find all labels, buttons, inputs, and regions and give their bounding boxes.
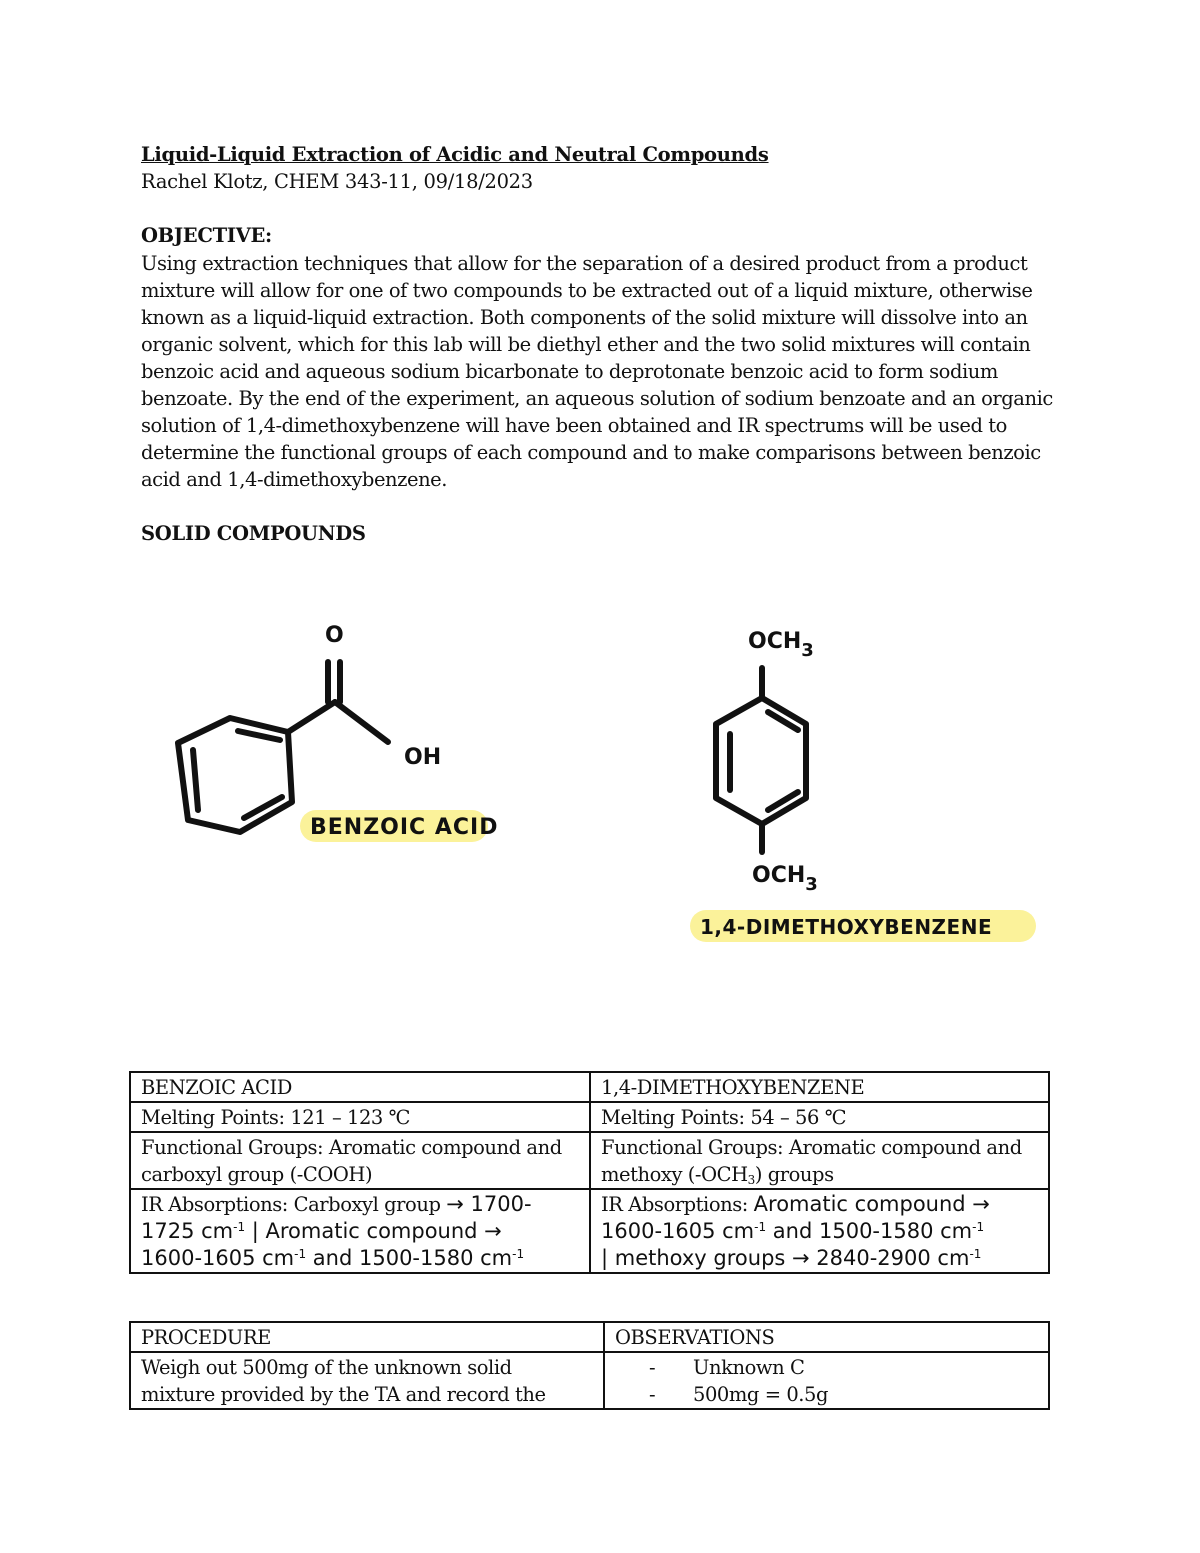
benzoic-melting-point: Melting Points: 121 – 123 ℃ [141,1106,410,1129]
objective-line: determine the functional groups of each compound and to make comparisons between benzoic [141,441,1041,464]
dimethoxy-melting-cell [590,1102,1049,1132]
ir-value: | Aromatic compound → [245,1219,502,1243]
subscript-3: 3 [805,874,818,895]
observation-item [615,1381,1038,1408]
ir-value: and 1500-1580 cm [766,1219,973,1243]
carbonyl-oxygen-label: O [325,623,344,648]
objective-heading: OBJECTIVE: [141,224,272,247]
functional-groups-text: Functional Groups: Aromatic compound and [141,1136,562,1159]
och-text: OCH [752,863,806,888]
top-methoxy-label [748,629,814,661]
benzoic-acid-structure [160,610,500,850]
aromatic-ring [716,668,806,852]
ir-line [141,1245,579,1272]
observations-header-cell [604,1322,1049,1352]
ir-line [601,1191,1038,1218]
functional-groups-text [601,1161,1038,1188]
compound-table [129,1071,1050,1274]
subscript-3: 3 [801,640,814,661]
carboxyl-bonds [288,662,388,742]
ir-line [601,1218,1038,1245]
dimethoxybenzene-caption: 1,4-DIMETHOXYBENZENE [700,915,993,939]
methoxy-text: methoxy (-OCH [601,1163,748,1186]
author-byline: Rachel Klotz, CHEM 343-11, 09/18/2023 [141,170,533,193]
groups-text: ) groups [754,1163,834,1186]
benzoic-acid-caption: BENZOIC ACID [310,815,499,840]
bullet-dash: - [649,1383,656,1406]
benzoic-melting-cell [130,1102,590,1132]
dimethoxy-header-cell [590,1072,1049,1102]
superscript: -1 [233,1220,246,1234]
ir-value: 1600-1605 cm [141,1246,295,1270]
benzene-ring [178,718,292,832]
objective-line: benzoic acid and aqueous sodium bicarbonate to deprotonate benzoic acid to form sodium [141,360,998,383]
ir-label: IR Absorptions: [601,1193,754,1216]
och-text: OCH [748,629,802,654]
ir-value: and 1500-1580 cm [306,1246,513,1270]
functional-groups-text: Functional Groups: Aromatic compound and [601,1136,1022,1159]
procedure-text: Weigh out 500mg of the unknown solid [141,1356,512,1379]
ir-line [601,1245,1038,1272]
dimethoxy-ir-cell [590,1189,1049,1273]
observation-text: 500mg = 0.5g [693,1383,829,1406]
ir-value: | methoxy groups → 2840-2900 cm [601,1246,970,1270]
ir-value: 1725 cm [141,1219,234,1243]
superscript: -1 [969,1247,982,1261]
procedure-table [129,1321,1050,1410]
superscript: -1 [512,1247,525,1261]
ir-value: → 1700- [446,1192,532,1216]
dimethoxy-functional-groups-cell [590,1132,1049,1189]
benzoic-ir-cell [130,1189,590,1273]
benzoic-header: BENZOIC ACID [141,1076,292,1099]
dimethoxybenzene-structure [680,610,1050,950]
observations-header: OBSERVATIONS [615,1326,775,1349]
objective-line: known as a liquid-liquid extraction. Both components of the solid mixture will dissolve into an [141,306,1028,329]
dimethoxy-header: 1,4-DIMETHOXYBENZENE [601,1076,865,1099]
benzoic-header-cell [130,1072,590,1102]
objective-line: acid and 1,4-dimethoxybenzene. [141,468,448,491]
objective-line: organic solvent, which for this lab will be diethyl ether and the two solid mixtures will contain [141,333,1031,356]
document-title: Liquid-Liquid Extraction of Acidic and Neutral Compounds [141,143,769,166]
superscript: -1 [972,1220,985,1234]
superscript: -1 [754,1220,767,1234]
observations-cell [604,1352,1049,1409]
ir-value: Aromatic compound → [753,1192,990,1216]
ir-label: IR Absorptions: Carboxyl group [141,1193,447,1216]
observation-text: Unknown C [693,1356,805,1379]
objective-line: mixture will allow for one of two compounds to be extracted out of a liquid mixture, otherwise [141,279,1033,302]
solid-compounds-heading: SOLID COMPOUNDS [141,522,366,545]
procedure-step-cell [130,1352,604,1409]
procedure-header-cell [130,1322,604,1352]
procedure-header: PROCEDURE [141,1326,271,1349]
subscript-3: 3 [747,1173,755,1187]
benzoic-functional-groups-cell [130,1132,590,1189]
hydroxyl-label: OH [404,745,442,770]
bottom-methoxy-label [752,863,818,895]
observation-item [615,1354,1038,1381]
objective-line: solution of 1,4-dimethoxybenzene will have been obtained and IR spectrums will be used to [141,414,1007,437]
procedure-text: mixture provided by the TA and record the [141,1383,546,1406]
bullet-dash: - [649,1356,656,1379]
ir-line [141,1191,579,1218]
objective-paragraph [141,250,1071,493]
ir-line [141,1218,579,1245]
objective-line: benzoate. By the end of the experiment, an aqueous solution of sodium benzoate and an organic [141,387,1053,410]
functional-groups-text: carboxyl group (-COOH) [141,1163,373,1186]
objective-line: Using extraction techniques that allow for the separation of a desired product from a product [141,252,1028,275]
ir-value: 1600-1605 cm [601,1219,755,1243]
superscript: -1 [294,1247,307,1261]
dimethoxy-melting-point: Melting Points: 54 – 56 ℃ [601,1106,847,1129]
